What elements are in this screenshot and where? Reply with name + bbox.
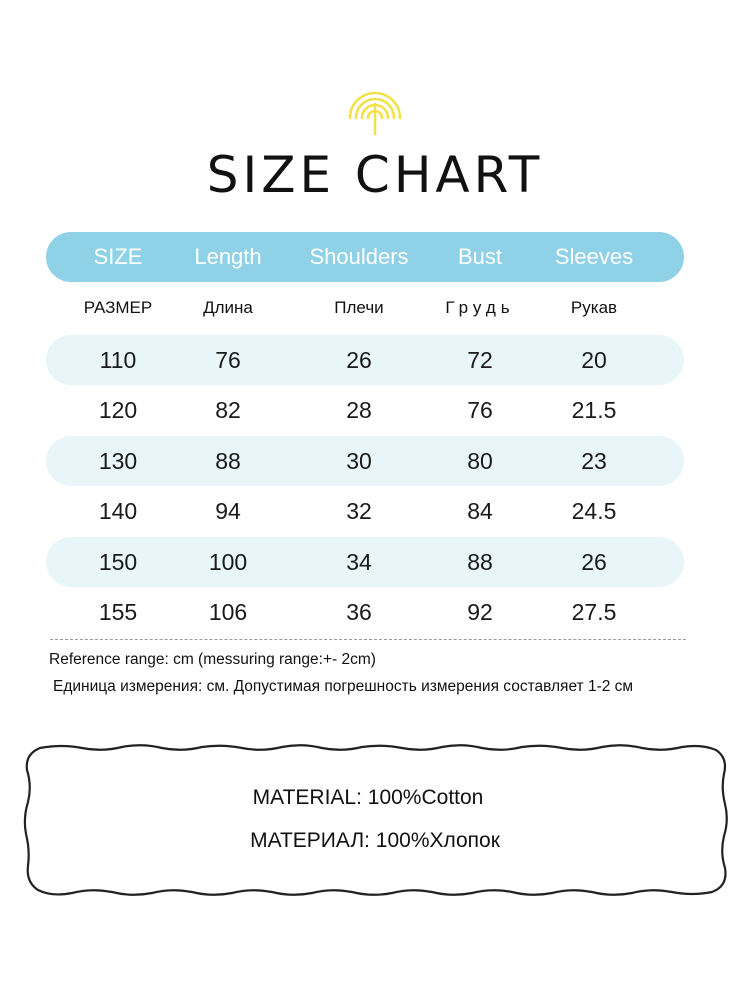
table-row (46, 436, 684, 486)
reference-note-ru: Единица измерения: см. Допустимая погрешность измерения составляет 1-2 см (53, 678, 634, 695)
cell-shoulders: 28 (346, 397, 372, 423)
cell-bust: 92 (467, 599, 493, 625)
cell-size: 120 (98, 397, 138, 423)
material-ru: МАТЕРИАЛ: 100%Хлопок (250, 829, 500, 852)
cell-length: 94 (215, 498, 241, 524)
header-length: Length (194, 244, 262, 269)
cell-size: 130 (98, 448, 138, 474)
table-row (46, 486, 684, 536)
cell-bust: 72 (467, 347, 493, 373)
header-ru-bust: Грудь (445, 298, 515, 317)
cell-bust: 88 (467, 549, 493, 575)
cell-size: 155 (98, 599, 138, 625)
cell-bust: 80 (467, 448, 493, 474)
header-ru-length: Длина (203, 298, 253, 317)
cell-sleeves: 24.5 (571, 498, 617, 524)
cell-shoulders: 32 (346, 498, 372, 524)
cell-length: 82 (215, 397, 241, 423)
cell-sleeves: 23 (581, 448, 607, 474)
divider (50, 639, 686, 640)
cell-bust: 84 (467, 498, 493, 524)
material-en: MATERIAL: 100%Cotton (252, 786, 484, 809)
header-ru-sleeves: Рукав (570, 298, 618, 317)
reference-note-en: Reference range: cm (messuring range:+- 2cm) (49, 651, 376, 668)
cell-size: 150 (98, 549, 138, 575)
cell-shoulders: 36 (346, 599, 372, 625)
cell-sleeves: 21.5 (571, 397, 617, 423)
cell-length: 76 (215, 347, 241, 373)
cell-shoulders: 34 (346, 549, 372, 575)
table-row (46, 335, 684, 385)
table-row (46, 537, 684, 587)
table-row (46, 385, 684, 435)
cell-size: 140 (98, 498, 138, 524)
header-ru-size: РАЗМЕР (83, 298, 153, 317)
cell-shoulders: 30 (346, 448, 372, 474)
header-bust: Bust (457, 244, 503, 269)
material-box (22, 742, 730, 898)
header-ru-shoulders: Плечи (334, 298, 384, 317)
header-size: SIZE (93, 244, 143, 269)
header-sleeves: Sleeves (554, 244, 634, 269)
header-shoulders: Shoulders (309, 244, 409, 269)
page-title: SIZE CHART (206, 146, 544, 204)
rainbow-tree-icon (346, 84, 404, 136)
cell-sleeves: 20 (581, 347, 607, 373)
cell-sleeves: 26 (581, 549, 607, 575)
cell-length: 100 (208, 549, 248, 575)
table-row (46, 587, 684, 637)
cell-bust: 76 (467, 397, 493, 423)
cell-length: 106 (208, 599, 248, 625)
cell-sleeves: 27.5 (571, 599, 617, 625)
cell-length: 88 (215, 448, 241, 474)
cell-shoulders: 26 (346, 347, 372, 373)
cell-size: 110 (99, 347, 137, 373)
